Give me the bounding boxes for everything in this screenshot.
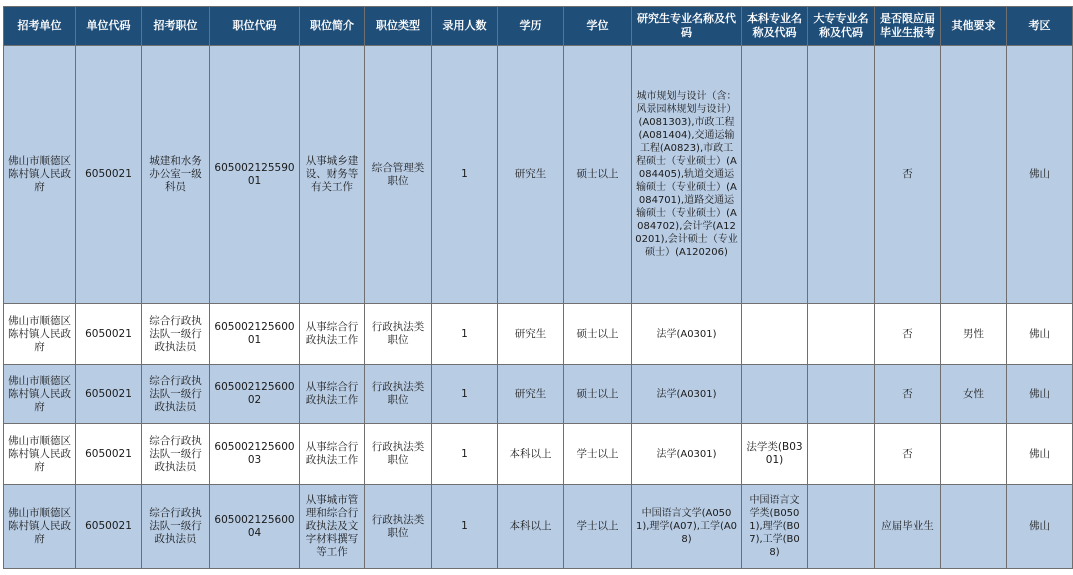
cell-unit-code: 6050021 bbox=[76, 365, 142, 424]
cell-count: 1 bbox=[432, 46, 498, 304]
cell-description: 从事综合行政执法工作 bbox=[300, 304, 365, 365]
cell-area: 佛山 bbox=[1007, 365, 1073, 424]
cell-type: 行政执法类职位 bbox=[365, 424, 432, 485]
cell-description: 从事城乡建设、财务等有关工作 bbox=[300, 46, 365, 304]
cell-degree: 硕士以上 bbox=[564, 304, 632, 365]
header-other: 其他要求 bbox=[941, 7, 1007, 46]
cell-other bbox=[941, 424, 1007, 485]
header-position-code: 职位代码 bbox=[210, 7, 300, 46]
cell-position-code: 60500212559001 bbox=[210, 46, 300, 304]
cell-count: 1 bbox=[432, 365, 498, 424]
cell-area: 佛山 bbox=[1007, 485, 1073, 569]
cell-unit: 佛山市顺德区陈村镇人民政府 bbox=[4, 424, 76, 485]
cell-position-code: 60500212560001 bbox=[210, 304, 300, 365]
cell-undergrad-major bbox=[742, 304, 808, 365]
cell-grad-major: 法学(A0301) bbox=[632, 304, 742, 365]
cell-type: 行政执法类职位 bbox=[365, 304, 432, 365]
header-count: 录用人数 bbox=[432, 7, 498, 46]
cell-college-major bbox=[808, 485, 875, 569]
cell-position: 城建和水务办公室一级科员 bbox=[142, 46, 210, 304]
cell-fresh-grad-only: 否 bbox=[875, 365, 941, 424]
cell-unit: 佛山市顺德区陈村镇人民政府 bbox=[4, 485, 76, 569]
cell-description: 从事综合行政执法工作 bbox=[300, 365, 365, 424]
cell-type: 综合管理类职位 bbox=[365, 46, 432, 304]
cell-other: 女性 bbox=[941, 365, 1007, 424]
cell-education: 本科以上 bbox=[498, 424, 564, 485]
header-position: 招考职位 bbox=[142, 7, 210, 46]
cell-unit: 佛山市顺德区陈村镇人民政府 bbox=[4, 304, 76, 365]
cell-fresh-grad-only: 否 bbox=[875, 46, 941, 304]
cell-grad-major: 城市规划与设计（含：风景园林规划与设计）(A081303),市政工程(A081404),交通运输工程(A0823),市政工程硕士（专业硕士）(A084405),轨道交通运输硕士（专业硕士）(A084701),道路交通运输硕士（专业硕士）(A084702),会计学(A120201),会计硕士（专业硕士）(A120206) bbox=[632, 46, 742, 304]
table-header-row bbox=[4, 7, 1073, 46]
header-undergrad-major: 本科专业名称及代码 bbox=[742, 7, 808, 46]
cell-unit: 佛山市顺德区陈村镇人民政府 bbox=[4, 46, 76, 304]
recruitment-table bbox=[3, 6, 1073, 569]
cell-area: 佛山 bbox=[1007, 304, 1073, 365]
header-education: 学历 bbox=[498, 7, 564, 46]
cell-position-code: 60500212560002 bbox=[210, 365, 300, 424]
cell-position: 综合行政执法队一级行政执法员 bbox=[142, 304, 210, 365]
cell-college-major bbox=[808, 304, 875, 365]
cell-count: 1 bbox=[432, 485, 498, 569]
cell-other bbox=[941, 46, 1007, 304]
header-description: 职位简介 bbox=[300, 7, 365, 46]
cell-unit-code: 6050021 bbox=[76, 304, 142, 365]
cell-unit-code: 6050021 bbox=[76, 424, 142, 485]
header-type: 职位类型 bbox=[365, 7, 432, 46]
cell-fresh-grad-only: 否 bbox=[875, 424, 941, 485]
cell-count: 1 bbox=[432, 304, 498, 365]
header-degree: 学位 bbox=[564, 7, 632, 46]
cell-degree: 硕士以上 bbox=[564, 365, 632, 424]
cell-degree: 硕士以上 bbox=[564, 46, 632, 304]
cell-degree: 学士以上 bbox=[564, 485, 632, 569]
table-row bbox=[4, 365, 1073, 424]
cell-education: 本科以上 bbox=[498, 485, 564, 569]
cell-other bbox=[941, 485, 1007, 569]
cell-area: 佛山 bbox=[1007, 46, 1073, 304]
cell-degree: 学士以上 bbox=[564, 424, 632, 485]
cell-other: 男性 bbox=[941, 304, 1007, 365]
cell-education: 研究生 bbox=[498, 365, 564, 424]
cell-position-code: 60500212560004 bbox=[210, 485, 300, 569]
cell-grad-major: 法学(A0301) bbox=[632, 424, 742, 485]
cell-count: 1 bbox=[432, 424, 498, 485]
cell-fresh-grad-only: 应届毕业生 bbox=[875, 485, 941, 569]
header-grad-major: 研究生专业名称及代码 bbox=[632, 7, 742, 46]
cell-unit-code: 6050021 bbox=[76, 485, 142, 569]
cell-education: 研究生 bbox=[498, 304, 564, 365]
table-row bbox=[4, 304, 1073, 365]
cell-unit-code: 6050021 bbox=[76, 46, 142, 304]
cell-type: 行政执法类职位 bbox=[365, 485, 432, 569]
cell-description: 从事城市管理和综合行政执法及文字材料撰写等工作 bbox=[300, 485, 365, 569]
cell-area: 佛山 bbox=[1007, 424, 1073, 485]
recruitment-table-container bbox=[3, 6, 1073, 569]
cell-position-code: 60500212560003 bbox=[210, 424, 300, 485]
cell-undergrad-major: 法学类(B0301) bbox=[742, 424, 808, 485]
header-fresh-grad-only: 是否限应届毕业生报考 bbox=[875, 7, 941, 46]
header-area: 考区 bbox=[1007, 7, 1073, 46]
cell-fresh-grad-only: 否 bbox=[875, 304, 941, 365]
cell-type: 行政执法类职位 bbox=[365, 365, 432, 424]
cell-undergrad-major: 中国语言文学类(B0501),理学(B07),工学(B08) bbox=[742, 485, 808, 569]
cell-undergrad-major bbox=[742, 46, 808, 304]
cell-description: 从事综合行政执法工作 bbox=[300, 424, 365, 485]
header-unit: 招考单位 bbox=[4, 7, 76, 46]
table-row bbox=[4, 485, 1073, 569]
cell-college-major bbox=[808, 365, 875, 424]
cell-college-major bbox=[808, 46, 875, 304]
cell-undergrad-major bbox=[742, 365, 808, 424]
cell-position: 综合行政执法队一级行政执法员 bbox=[142, 424, 210, 485]
cell-education: 研究生 bbox=[498, 46, 564, 304]
cell-position: 综合行政执法队一级行政执法员 bbox=[142, 485, 210, 569]
cell-grad-major: 法学(A0301) bbox=[632, 365, 742, 424]
header-college-major: 大专专业名称及代码 bbox=[808, 7, 875, 46]
table-row bbox=[4, 46, 1073, 304]
table-row bbox=[4, 424, 1073, 485]
cell-unit: 佛山市顺德区陈村镇人民政府 bbox=[4, 365, 76, 424]
header-unit-code: 单位代码 bbox=[76, 7, 142, 46]
cell-position: 综合行政执法队一级行政执法员 bbox=[142, 365, 210, 424]
cell-grad-major: 中国语言文学(A0501),理学(A07),工学(A08) bbox=[632, 485, 742, 569]
cell-college-major bbox=[808, 424, 875, 485]
